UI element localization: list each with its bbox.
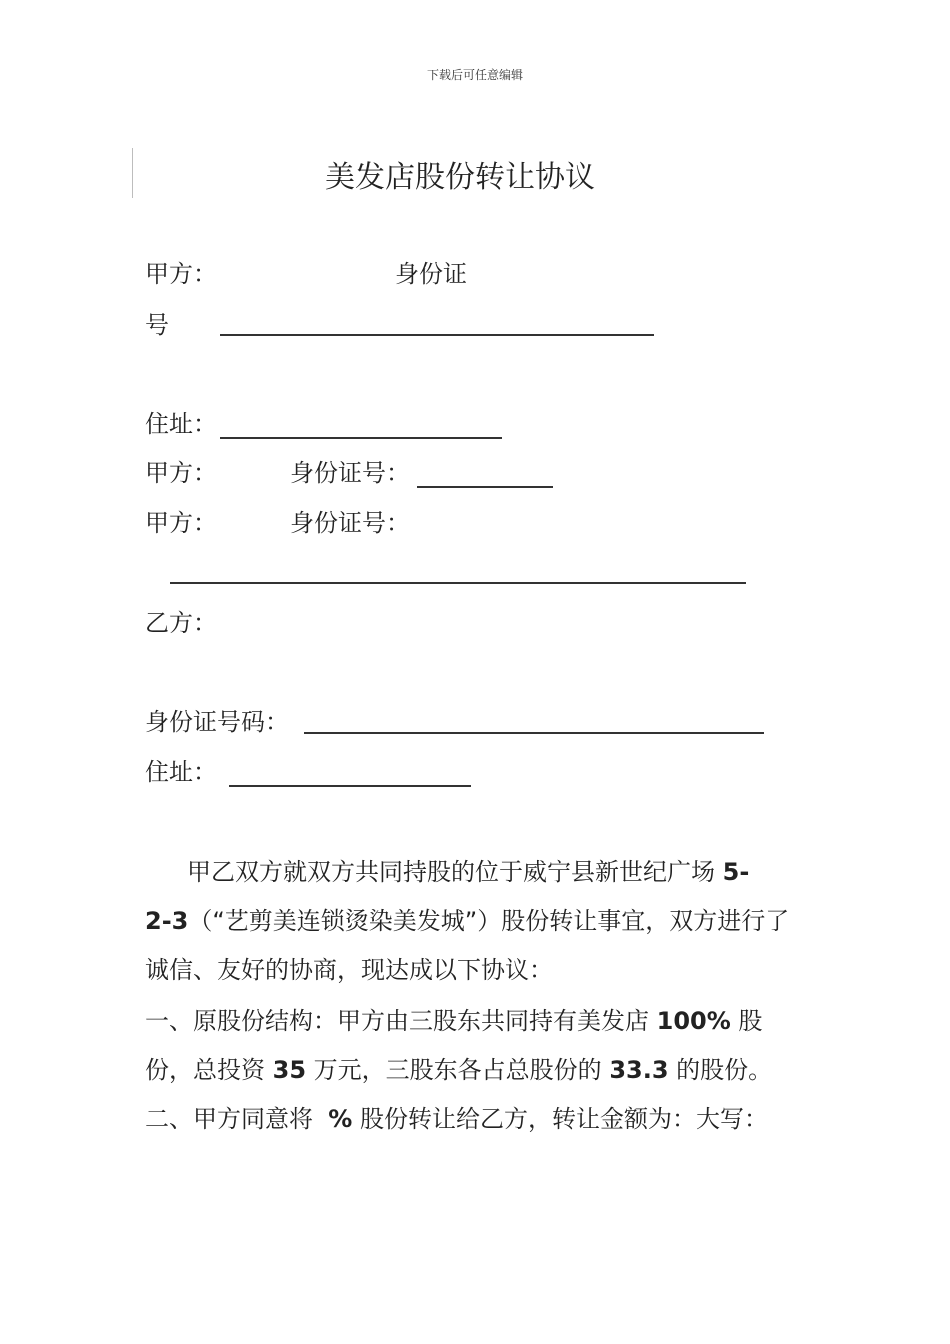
party-b-id-blank[interactable] — [304, 732, 764, 734]
intro-paragraph — [145, 848, 810, 995]
party-a-label: 甲方： — [145, 509, 217, 537]
address-label: 住址： — [145, 410, 217, 438]
clause-text: 一、原股份结构：甲方由三股东共同持有美发店 — [145, 1007, 657, 1035]
party-a-label: 甲方： — [145, 260, 217, 288]
header-note: 下载后可任意编辑 — [426, 68, 523, 82]
intro-number: 5- — [722, 858, 750, 886]
id-label: 身份证号： — [290, 459, 410, 487]
id-number-blank[interactable] — [220, 334, 654, 336]
party-b-address-blank[interactable] — [229, 785, 471, 787]
clause-text: 的股份。 — [668, 1056, 773, 1084]
clause-text: 股份转让给乙方，转让金额为：大写： — [352, 1105, 768, 1133]
intro-number: 2-3 — [145, 907, 189, 935]
id-label-continued: 号 — [145, 311, 169, 339]
intro-text: （“艺剪美连锁烫染美发城”）股份转让事宜，双方进行了诚信、友好的协商，现达成以下协议： — [145, 907, 790, 984]
clause-text: 万元，三股东各占总股份的 — [306, 1056, 610, 1084]
id-number-blank[interactable] — [417, 486, 553, 488]
intro-text: 甲乙双方就双方共同持股的位于威宁县新世纪广场 — [187, 858, 723, 886]
clause-1 — [145, 997, 810, 1095]
id-label: 身份证号： — [290, 509, 410, 537]
id-label: 身份证 — [395, 260, 467, 288]
party-a-label: 甲方： — [145, 459, 217, 487]
party-b-address-label: 住址： — [145, 758, 217, 786]
address-blank[interactable] — [220, 437, 502, 439]
clause-2 — [145, 1095, 810, 1144]
clause-number: 33.3 — [609, 1056, 669, 1084]
id-number-blank[interactable] — [170, 582, 746, 584]
party-b-id-label: 身份证号码： — [145, 708, 289, 736]
clause-text: 二、甲方同意将 — [145, 1105, 321, 1133]
clause-number: 100% — [656, 1007, 731, 1035]
party-b-label: 乙方： — [145, 609, 217, 637]
clause-number: % — [328, 1105, 353, 1133]
document-title: 美发店股份转让协议 — [325, 160, 595, 195]
clause-text: 股份，总投资 — [145, 1007, 763, 1084]
clause-number: 35 — [272, 1056, 307, 1084]
